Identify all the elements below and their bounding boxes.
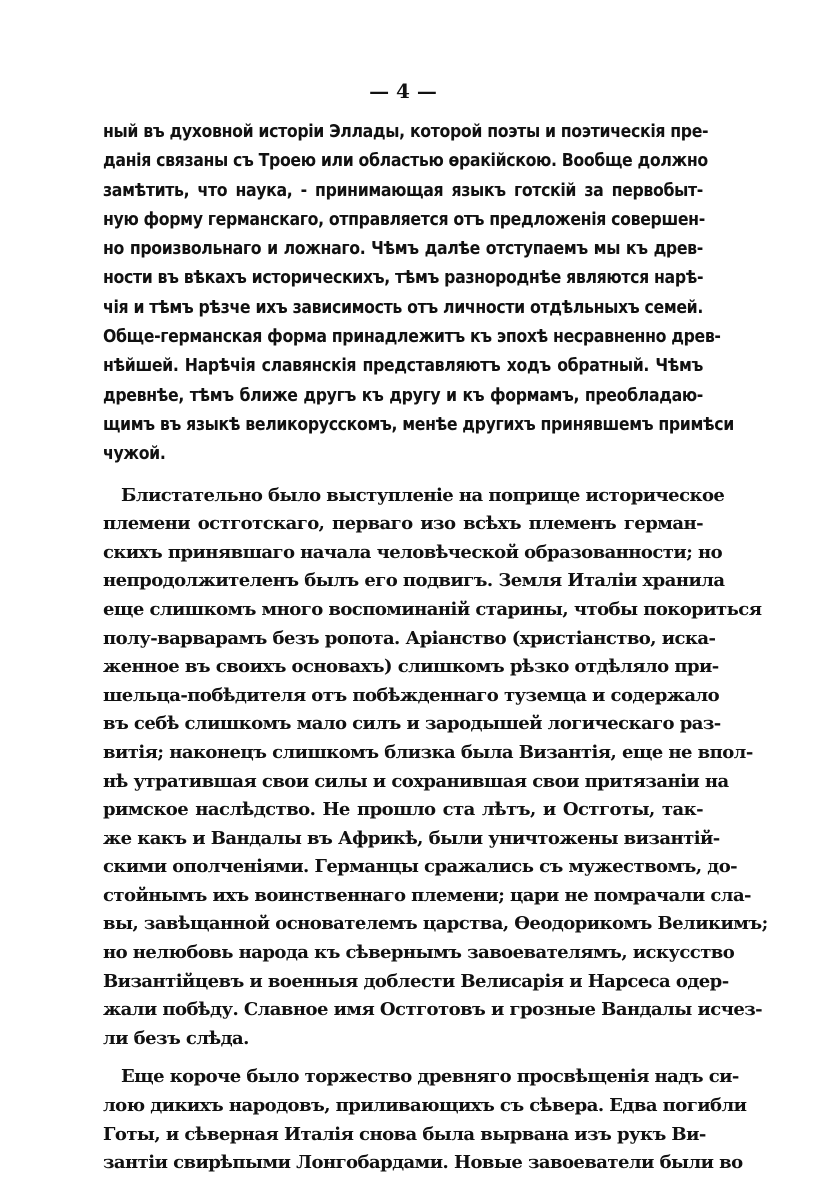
- paragraph-3: [103, 1063, 747, 1177]
- text-line: нѣ утратившая свои силы и сохранившая свои притязаніи на: [103, 770, 729, 792]
- text-line: нѣйшей. Нарѣчія славянскія представляютъ ходъ обратный. Чѣмъ: [103, 356, 703, 377]
- text-line: вы, завѣщанной основателемъ царства, Ѳеодорикомъ Великимъ;: [103, 913, 768, 935]
- text-line: Византійцевъ и военныя доблести Велисарія и Нарсеса одер-: [103, 970, 729, 992]
- text-line: ли безъ слѣда.: [103, 1027, 249, 1049]
- text-line: шельца-побѣдителя отъ побѣжденнаго туземца и содержало: [103, 684, 720, 706]
- text-line: замѣтить, что наука, - принимающая языкъ готскій за первобыт-: [103, 180, 703, 201]
- page-number: — 4 —: [369, 79, 437, 103]
- text-line: чія и тѣмъ рѣзче ихъ зависимость отъ личности отдѣльныхъ семей.: [103, 297, 703, 318]
- text-line: полу-варварамъ безъ ропота. Аріанство (христіанство, иска-: [103, 627, 716, 649]
- text-line: но произвольнаго и ложнаго. Чѣмъ далѣе отступаемъ мы къ древ-: [103, 239, 703, 260]
- text-line: лою дикихъ народовъ, приливающихъ съ сѣвера. Едва погибли: [103, 1095, 747, 1117]
- text-line: зантіи свирѣпыми Лонгобардами. Новые завоеватели были во: [103, 1152, 743, 1174]
- text-line: чужой.: [103, 444, 166, 465]
- text-line: Еще короче было торжество древняго просвѣщенія надъ си-: [121, 1066, 739, 1088]
- text-line: скими ополченіями. Германцы сражались съ мужествомъ, до-: [103, 856, 738, 878]
- text-line: Блистательно было выступленіе на поприще историческое: [121, 484, 725, 506]
- paragraph-1: [103, 118, 734, 470]
- text-line: ную форму германскаго, отправляется отъ предложенія совершен-: [103, 209, 705, 230]
- text-line: витія; наконецъ слишкомъ близка была Византія, еще не впол-: [103, 741, 753, 763]
- text-line: римское наслѣдство. Не прошло ста лѣтъ, и Остготы, так-: [103, 799, 703, 821]
- text-line: же какъ и Вандалы въ Африкѣ, были уничтожены византій-: [103, 827, 720, 849]
- paragraph-2: [103, 482, 768, 1054]
- text-line: женное въ своихъ основахъ) слишкомъ рѣзко отдѣляло при-: [103, 656, 719, 678]
- text-line: въ себѣ слишкомъ мало силъ и зародышей логическаго раз-: [103, 713, 721, 735]
- text-line: еще слишкомъ много воспоминаній старины, чтобы покориться: [103, 598, 762, 620]
- text-line: стойнымъ ихъ воинственнаго племени; цари не помрачали сла-: [103, 884, 751, 906]
- text-line: данія связаны съ Троею или областью ѳракійскою. Вообще должно: [103, 151, 708, 172]
- text-line: щимъ въ языкѣ великорусскомъ, менѣе другихъ принявшемъ примѣси: [103, 414, 734, 435]
- text-line: племени остготскаго, перваго изо всѣхъ племенъ герман-: [103, 513, 703, 535]
- text-line: скихъ принявшаго начала человѣческой образованности; но: [103, 541, 723, 563]
- text-line: Готы, и сѣверная Италія снова была вырвана изъ рукъ Ви-: [103, 1123, 706, 1145]
- text-line: ности въ вѣкахъ историческихъ, тѣмъ разнороднѣе являются нарѣ-: [103, 268, 704, 289]
- text-line: жали побѣду. Славное имя Остготовъ и грозные Вандалы исчез-: [103, 999, 763, 1021]
- text-line: но нелюбовь народа къ сѣвернымъ завоевателямъ, искусство: [103, 942, 735, 964]
- text-line: древнѣе, тѣмъ ближе другъ къ другу и къ формамъ, преобладаю-: [103, 385, 703, 406]
- text-line: непродолжителенъ былъ его подвигъ. Земля Италіи хранила: [103, 570, 725, 592]
- text-line: Обще-германская форма принадлежитъ къ эпохѣ несравненно древ-: [103, 327, 721, 348]
- text-line: ный въ духовной исторіи Эллады, которой поэты и поэтическія пре-: [103, 122, 709, 142]
- book-page: [103, 78, 768, 1178]
